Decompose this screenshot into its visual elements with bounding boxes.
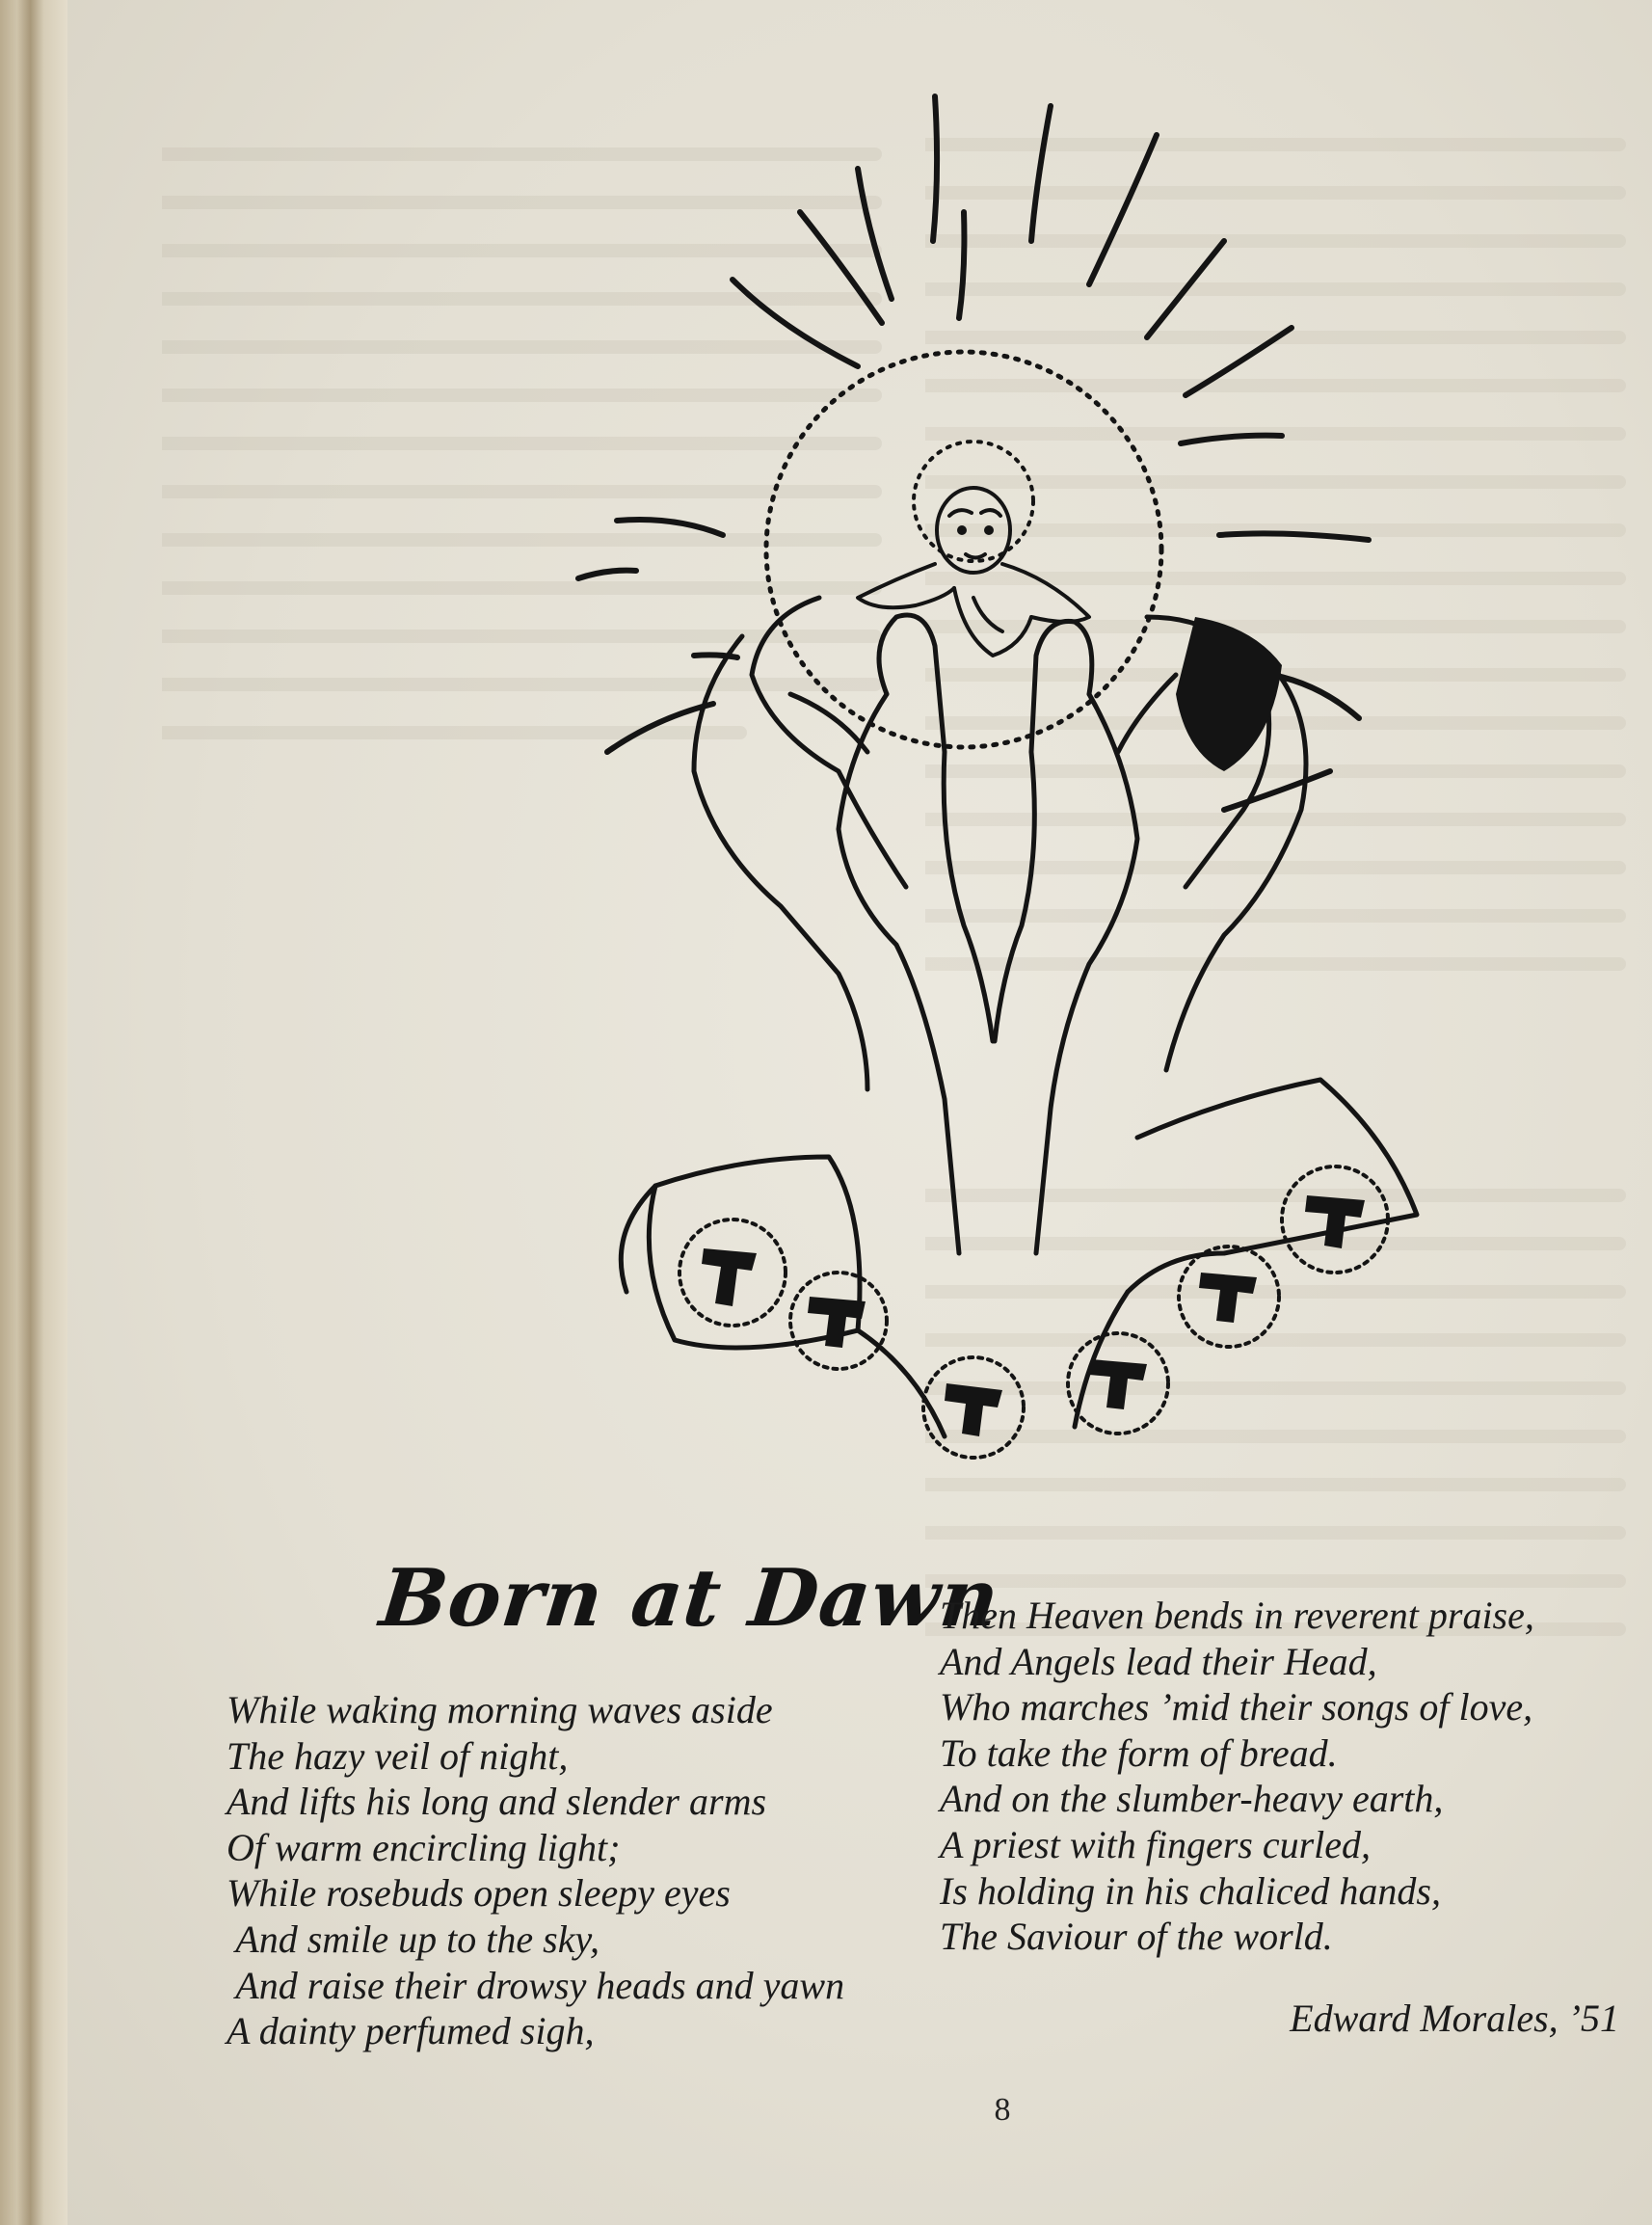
poem-line: Who marches ’mid their songs of love, (940, 1685, 1533, 1729)
poem-line: The Saviour of the world. (940, 1915, 1333, 1959)
poem-line: Of warm encircling light; (226, 1825, 621, 1869)
poem-line: And on the slumber-heavy earth, (940, 1777, 1444, 1821)
poem-author: Edward Morales, ’51 (1290, 1997, 1619, 2040)
book-page (67, 0, 1652, 2225)
book-binding-edge (0, 0, 67, 2225)
poem-line: To take the form of bread. (940, 1730, 1338, 1775)
poem-line: While waking morning waves aside (226, 1688, 773, 1731)
poem-line: And smile up to the sky, (226, 1917, 600, 1961)
host-outline (766, 352, 1161, 747)
poem-line: A dainty perfumed sigh, (226, 2009, 595, 2053)
poem-line: And raise their drowsy heads and yawn (226, 1963, 845, 2007)
poem-line: A priest with fingers curled, (940, 1822, 1372, 1866)
poem-line: And lifts his long and slender arms (226, 1780, 767, 1824)
poem-stanza-left (226, 1687, 844, 2054)
maniple-crosses (702, 1195, 1365, 1436)
poem-stanza-right (940, 1593, 1534, 1960)
poem-title: Born at Dawn (375, 1552, 1004, 1645)
priest-hands-holding-host-icon (549, 77, 1475, 1485)
maniple-roundels (679, 1166, 1388, 1458)
christ-child (858, 488, 1089, 656)
halo (914, 442, 1033, 561)
poem-line: While rosebuds open sleepy eyes (226, 1871, 731, 1916)
poem-line: And Angels lead their Head, (940, 1639, 1377, 1683)
page-number: 8 (994, 2092, 1011, 2128)
poem-line: Then Heaven bends in reverent praise, (940, 1594, 1534, 1637)
poem-line: Is holding in his chaliced hands, (940, 1868, 1441, 1913)
poem-line: The hazy veil of night, (226, 1733, 569, 1778)
